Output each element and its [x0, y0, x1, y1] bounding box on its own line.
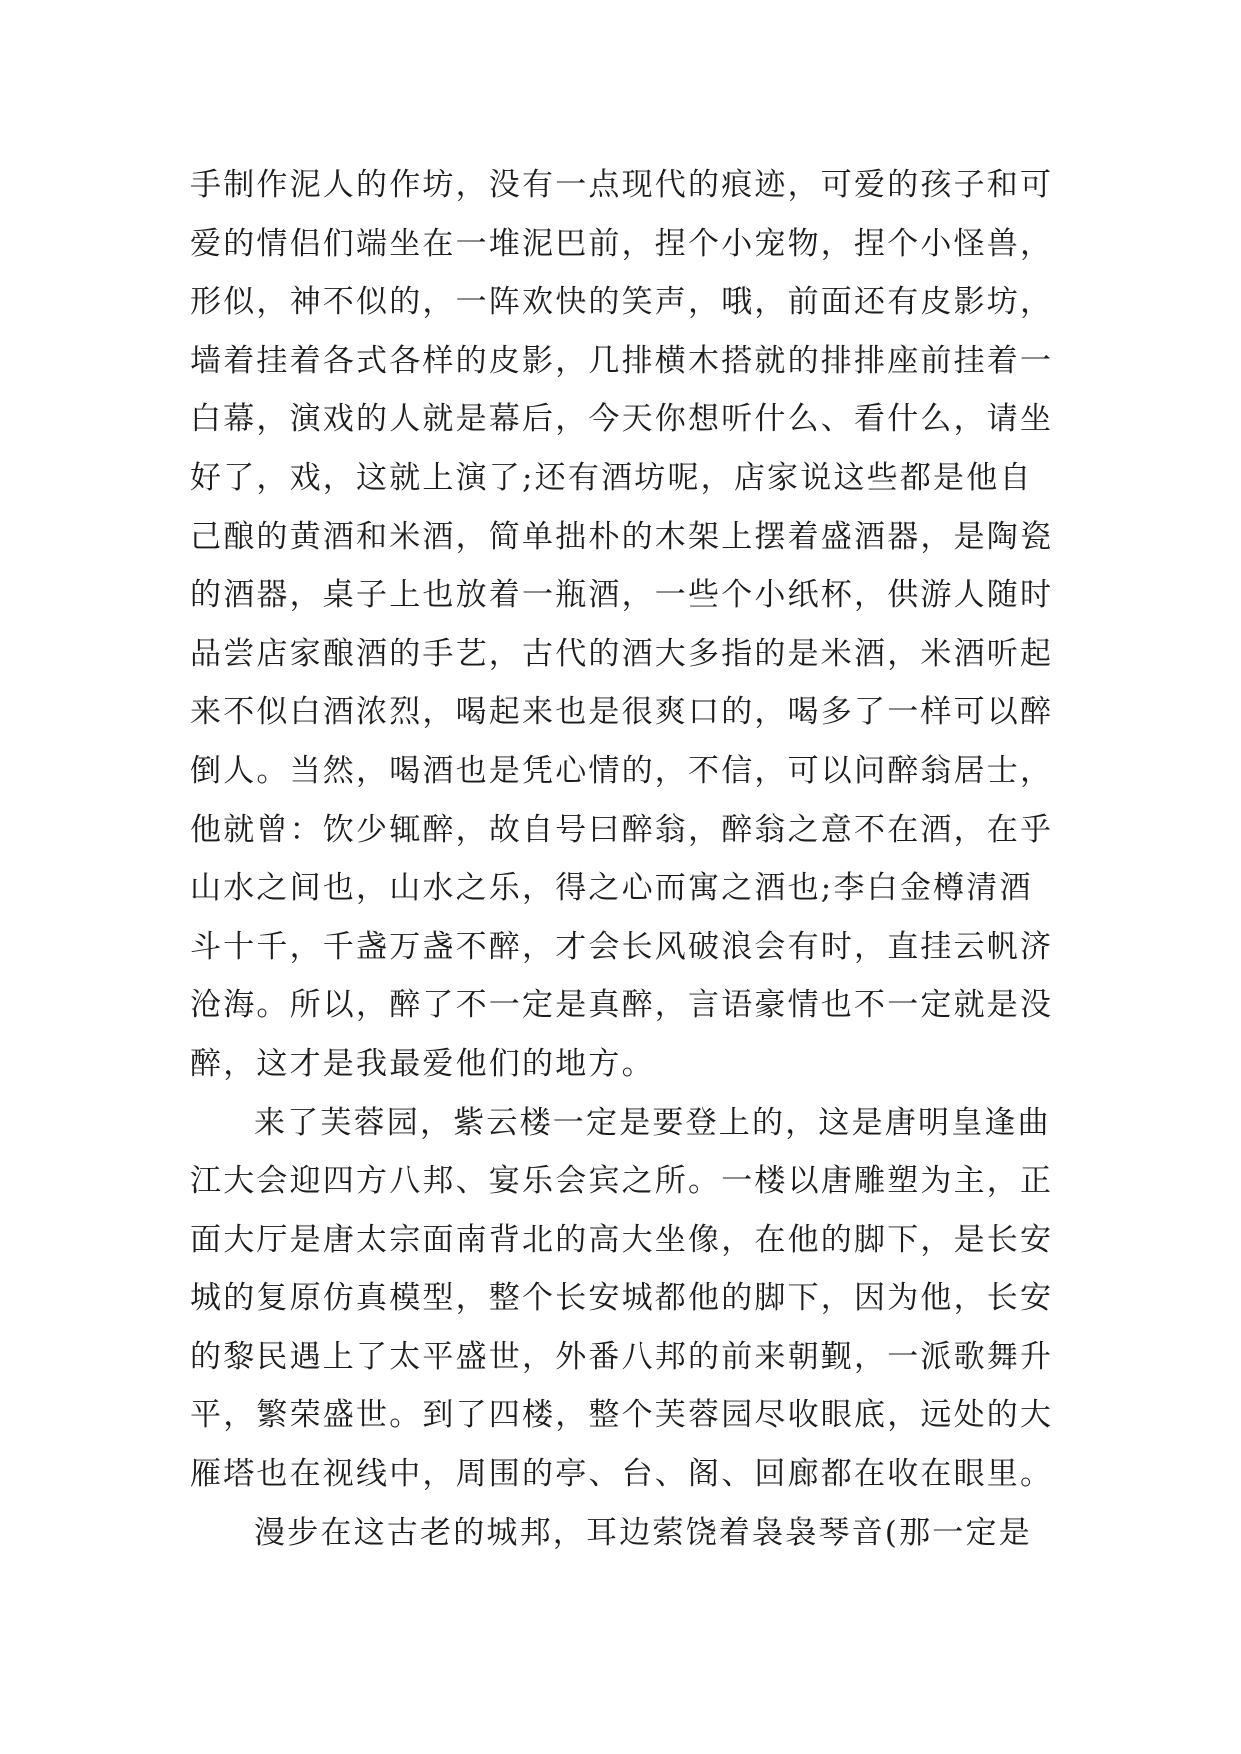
text-line: 墙着挂着各式各样的皮影，几排横木搭就的排排座前挂着一	[190, 342, 1054, 379]
text-line: 的黎民遇上了太平盛世，外番八邦的前来朝觐，一派歌舞升	[190, 1338, 1054, 1375]
paragraph-first-line: 来了芙蓉园，紫云楼一定是要登上的，这是唐明皇逢曲	[254, 1104, 1051, 1141]
text-line: 山水之间也，山水之乐，得之心而寓之酒也;李白金樽清酒	[190, 870, 1033, 907]
text-line: 雁塔也在视线中，周围的亭、台、阁、回廊都在收在眼里。	[190, 1456, 1054, 1493]
text-line: 倒人。当然，喝酒也是凭心情的，不信，可以问醉翁居士，	[190, 752, 1054, 789]
text-line: 沧海。所以，醉了不一定是真醉，言语豪情也不一定就是没	[190, 987, 1054, 1024]
text-line: 手制作泥人的作坊，没有一点现代的痕迹，可爱的孩子和可	[190, 167, 1054, 203]
text-line: 醉，这才是我最爱他们的地方。	[190, 1045, 655, 1082]
text-line: 品尝店家酿酒的手艺，古代的酒大多指的是米酒，米酒听起	[190, 635, 1054, 672]
text-line: 他就曾：饮少辄醉，故自号曰醉翁，醉翁之意不在酒，在乎	[190, 811, 1054, 848]
text-line: 爱的情侣们端坐在一堆泥巴前，捏个小宠物，捏个小怪兽，	[190, 225, 1054, 262]
paragraph-first-line: 漫步在这古老的城邦，耳边萦饶着袅袅琴音(那一定是	[254, 1514, 1032, 1551]
text-line: 江大会迎四方八邦、宴乐会宾之所。一楼以唐雕塑为主，正	[190, 1163, 1054, 1200]
text-line: 的酒器，桌子上也放着一瓶酒，一些个小纸杯，供游人随时	[190, 577, 1054, 614]
text-line: 来不似白酒浓烈，喝起来也是很爽口的，喝多了一样可以醉	[190, 694, 1054, 731]
body-text	[190, 156, 1070, 1562]
text-line: 斗十千，千盏万盏不醉，才会长风破浪会有时，直挂云帆济	[190, 928, 1054, 965]
text-line: 好了，戏，这就上演了;还有酒坊呢，店家说这些都是他自	[190, 459, 1033, 496]
text-line: 白幕，演戏的人就是幕后，今天你想听什么、看什么，请坐	[190, 401, 1054, 438]
text-line: 形似，神不似的，一阵欢快的笑声，哦，前面还有皮影坊，	[190, 284, 1054, 321]
text-line: 面大厅是唐太宗面南背北的高大坐像，在他的脚下，是长安	[190, 1221, 1054, 1258]
text-line: 城的复原仿真模型，整个长安城都他的脚下，因为他，长安	[190, 1280, 1054, 1317]
text-line: 平，繁荣盛世。到了四楼，整个芙蓉园尽收眼底，远处的大	[190, 1397, 1054, 1434]
text-line: 己酿的黄酒和米酒，简单拙朴的木架上摆着盛酒器，是陶瓷	[190, 518, 1054, 555]
